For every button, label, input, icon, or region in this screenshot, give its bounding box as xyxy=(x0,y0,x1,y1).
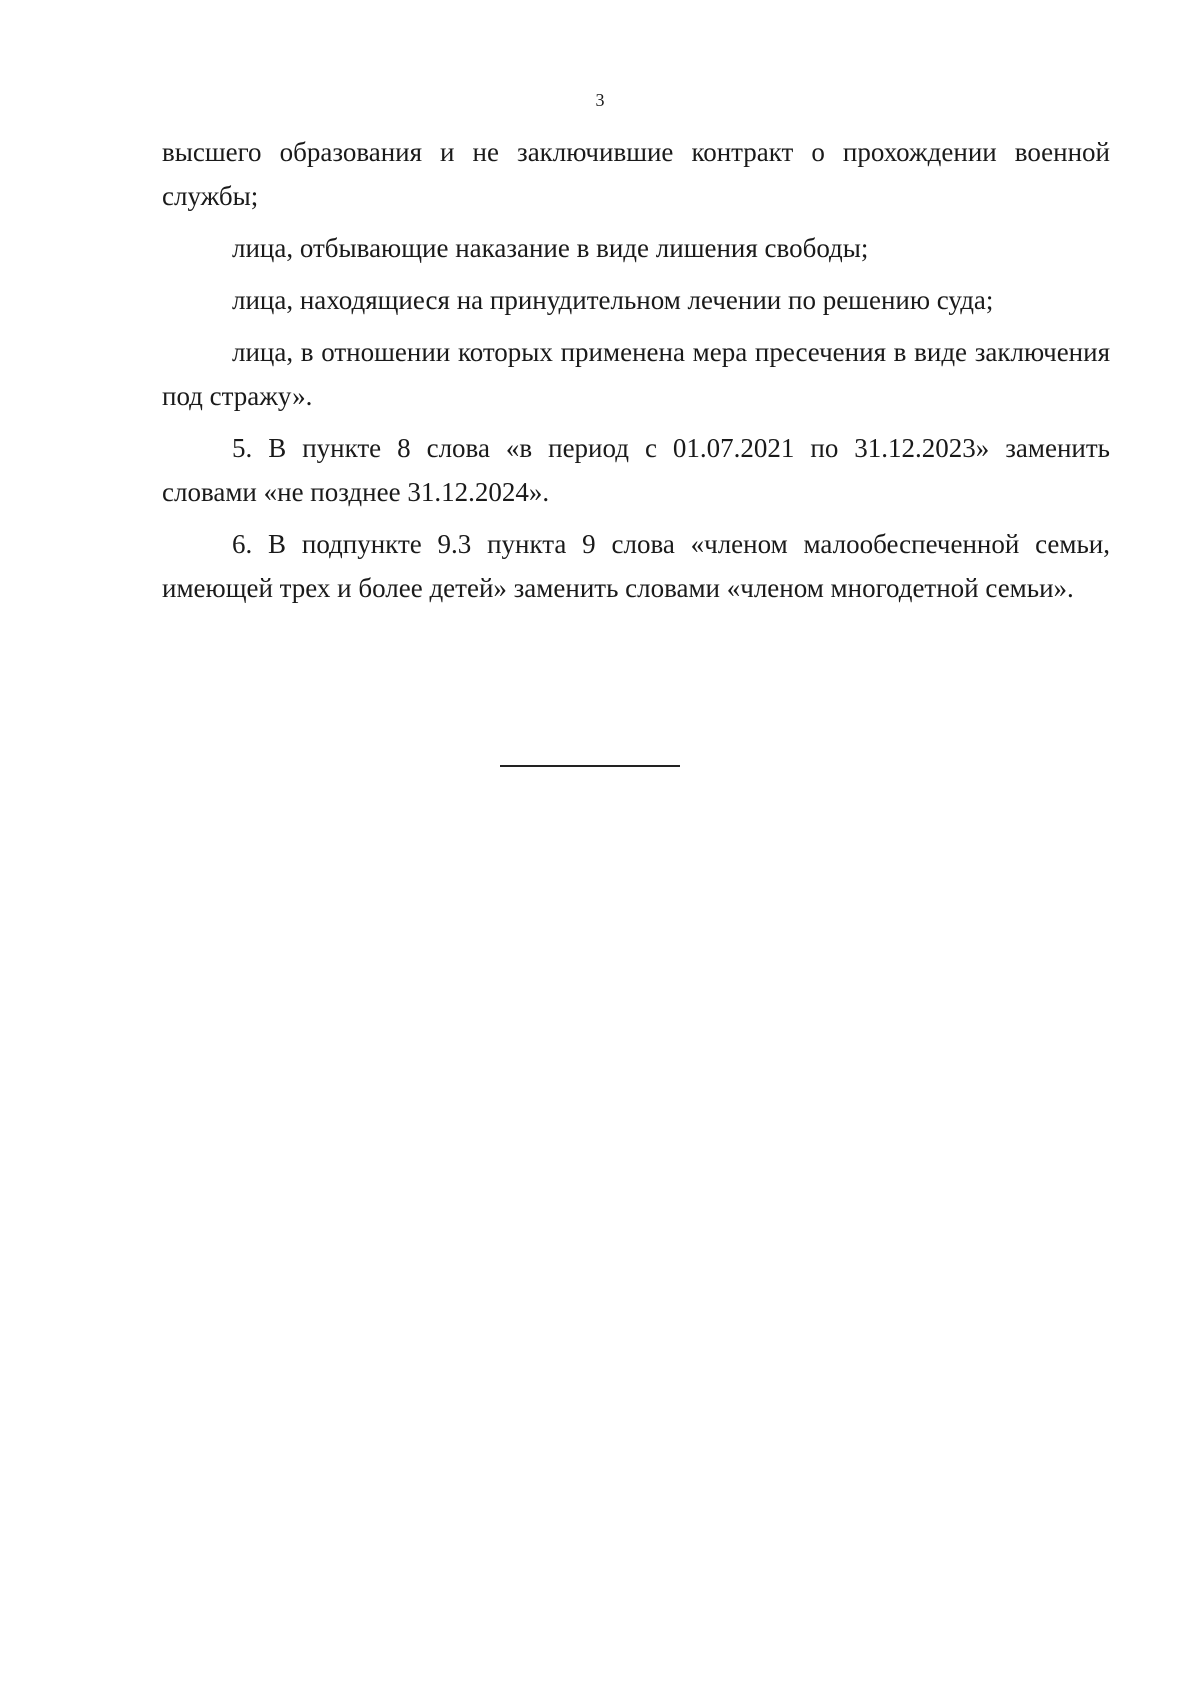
paragraph-continuation: высшего образования и не заключившие контракт о прохождении военной службы; xyxy=(162,137,1110,211)
paragraph-list-item-1: лица, отбывающие наказание в виде лишения свободы; xyxy=(232,233,869,263)
paragraph-list-item-3: лица, в отношении которых применена мера пресечения в виде заключения под стражу». xyxy=(162,337,1110,411)
paragraph-item-6: 6. В подпункте 9.3 пункта 9 слова «членом малообеспеченной семьи, имеющей трех и более детей» заменить словами «членом многодетной семьи». xyxy=(162,529,1110,603)
page-number: 3 xyxy=(595,90,605,110)
paragraph-list-item-2: лица, находящиеся на принудительном лечении по решению суда; xyxy=(232,285,994,315)
document-body xyxy=(162,130,1110,618)
paragraph-item-5: 5. В пункте 8 слова «в период с 01.07.2021 по 31.12.2023» заменить словами «не позднее 31.12.2024». xyxy=(162,433,1110,507)
end-divider-line xyxy=(500,765,680,767)
